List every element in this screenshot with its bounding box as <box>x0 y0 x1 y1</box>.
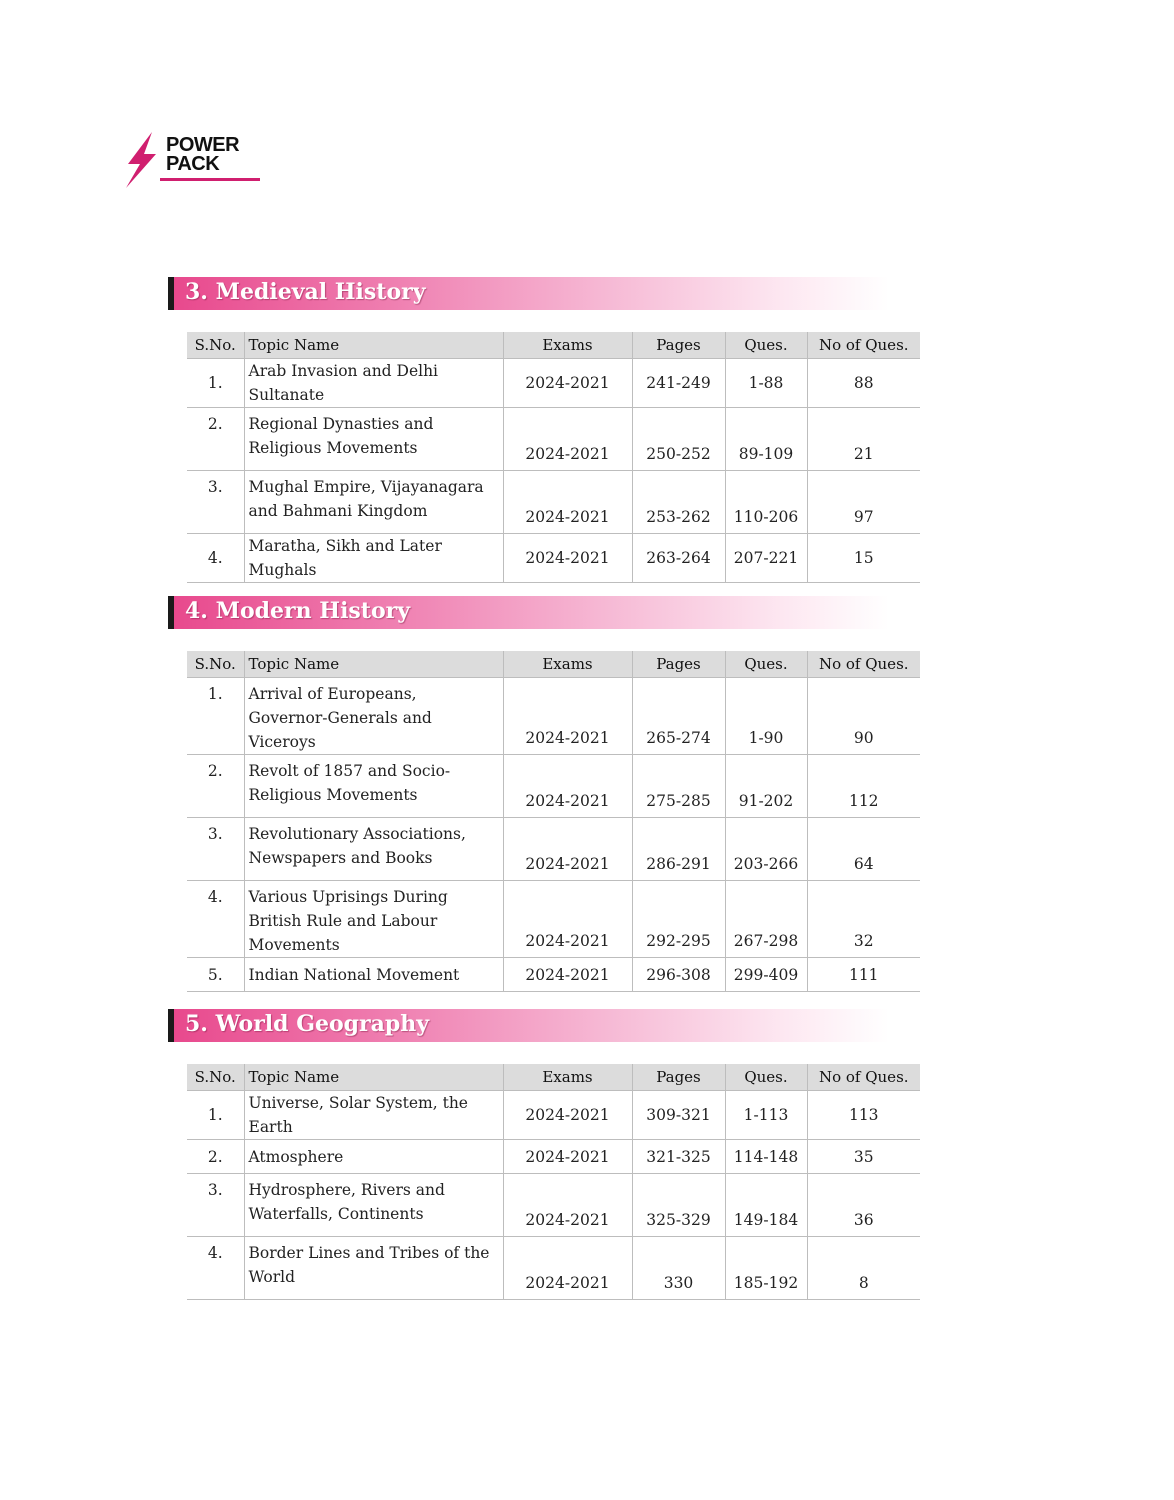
cell-exams: 2024-2021 <box>503 534 632 583</box>
cell-sno: 1. <box>187 1091 244 1140</box>
section-banner <box>168 277 889 310</box>
header-sno: S.No. <box>187 1064 244 1091</box>
cell-ques: 185-192 <box>725 1237 807 1300</box>
logo-line-2: PACK <box>166 153 220 175</box>
cell-ques: 203-266 <box>725 818 807 881</box>
table-header-row <box>187 651 920 678</box>
cell-exams: 2024-2021 <box>503 818 632 881</box>
section-title: 3. Medieval History <box>185 279 426 305</box>
table-row <box>187 958 920 992</box>
cell-topic: Mughal Empire, Vijayanagara and Bahmani Kingdom <box>244 471 503 534</box>
cell-pages: 321-325 <box>632 1140 725 1174</box>
cell-exams: 2024-2021 <box>503 1237 632 1300</box>
cell-topic: Indian National Movement <box>244 958 503 992</box>
cell-ques: 1-90 <box>725 678 807 755</box>
cell-ques: 110-206 <box>725 471 807 534</box>
cell-pages: 330 <box>632 1237 725 1300</box>
header-exams: Exams <box>503 1064 632 1091</box>
header-pages: Pages <box>632 1064 725 1091</box>
table-header-row <box>187 332 920 359</box>
cell-exams: 2024-2021 <box>503 359 632 408</box>
table-row <box>187 1237 920 1300</box>
header-exams: Exams <box>503 332 632 359</box>
logo-line-1: POWER <box>166 134 240 156</box>
cell-exams: 2024-2021 <box>503 881 632 958</box>
section-banner <box>168 1009 889 1042</box>
logo-underline <box>160 178 260 181</box>
section-world-geography <box>168 1009 928 1300</box>
cell-topic: Various Uprisings During British Rule and Labour Movements <box>244 881 503 958</box>
cell-no-of-ques: 113 <box>807 1091 920 1140</box>
cell-pages: 275-285 <box>632 755 725 818</box>
cell-pages: 325-329 <box>632 1174 725 1237</box>
header-ques: Ques. <box>725 332 807 359</box>
cell-sno: 5. <box>187 958 244 992</box>
cell-sno: 4. <box>187 534 244 583</box>
logo-text <box>166 136 239 174</box>
cell-no-of-ques: 64 <box>807 818 920 881</box>
table-row <box>187 359 920 408</box>
cell-exams: 2024-2021 <box>503 1174 632 1237</box>
table-row <box>187 755 920 818</box>
cell-sno: 1. <box>187 678 244 755</box>
table-row <box>187 1140 920 1174</box>
header-ques: Ques. <box>725 651 807 678</box>
cell-pages: 296-308 <box>632 958 725 992</box>
cell-ques: 207-221 <box>725 534 807 583</box>
cell-sno: 2. <box>187 1140 244 1174</box>
cell-pages: 241-249 <box>632 359 725 408</box>
cell-no-of-ques: 21 <box>807 408 920 471</box>
cell-no-of-ques: 88 <box>807 359 920 408</box>
table-row <box>187 1091 920 1140</box>
cell-ques: 1-113 <box>725 1091 807 1140</box>
table-row <box>187 408 920 471</box>
header-sno: S.No. <box>187 332 244 359</box>
cell-topic: Arrival of Europeans, Governor-Generals and Viceroys <box>244 678 503 755</box>
cell-ques: 89-109 <box>725 408 807 471</box>
cell-no-of-ques: 35 <box>807 1140 920 1174</box>
header-topic: Topic Name <box>244 651 503 678</box>
cell-sno: 4. <box>187 881 244 958</box>
section-modern-history <box>168 596 928 992</box>
cell-no-of-ques: 15 <box>807 534 920 583</box>
cell-exams: 2024-2021 <box>503 958 632 992</box>
cell-exams: 2024-2021 <box>503 408 632 471</box>
cell-exams: 2024-2021 <box>503 1140 632 1174</box>
header-no-of-ques: No of Ques. <box>807 332 920 359</box>
power-pack-logo <box>122 130 262 190</box>
section-medieval-history <box>168 277 928 583</box>
cell-no-of-ques: 8 <box>807 1237 920 1300</box>
cell-topic: Regional Dynasties and Religious Movements <box>244 408 503 471</box>
table-row <box>187 1174 920 1237</box>
cell-sno: 4. <box>187 1237 244 1300</box>
topics-table <box>187 332 920 583</box>
header-sno: S.No. <box>187 651 244 678</box>
cell-pages: 253-262 <box>632 471 725 534</box>
table-header-row <box>187 1064 920 1091</box>
header-pages: Pages <box>632 651 725 678</box>
cell-pages: 265-274 <box>632 678 725 755</box>
cell-exams: 2024-2021 <box>503 678 632 755</box>
cell-ques: 149-184 <box>725 1174 807 1237</box>
cell-no-of-ques: 112 <box>807 755 920 818</box>
cell-pages: 309-321 <box>632 1091 725 1140</box>
cell-topic: Arab Invasion and Delhi Sultanate <box>244 359 503 408</box>
cell-no-of-ques: 90 <box>807 678 920 755</box>
cell-no-of-ques: 36 <box>807 1174 920 1237</box>
header-exams: Exams <box>503 651 632 678</box>
cell-exams: 2024-2021 <box>503 755 632 818</box>
cell-ques: 114-148 <box>725 1140 807 1174</box>
cell-exams: 2024-2021 <box>503 1091 632 1140</box>
lightning-bolt-icon <box>122 130 162 190</box>
cell-no-of-ques: 97 <box>807 471 920 534</box>
cell-sno: 2. <box>187 755 244 818</box>
section-title: 5. World Geography <box>185 1011 430 1037</box>
cell-no-of-ques: 111 <box>807 958 920 992</box>
cell-pages: 250-252 <box>632 408 725 471</box>
header-topic: Topic Name <box>244 332 503 359</box>
cell-pages: 263-264 <box>632 534 725 583</box>
table-row <box>187 534 920 583</box>
cell-pages: 292-295 <box>632 881 725 958</box>
cell-topic: Atmosphere <box>244 1140 503 1174</box>
cell-topic: Universe, Solar System, the Earth <box>244 1091 503 1140</box>
cell-pages: 286-291 <box>632 818 725 881</box>
cell-topic: Border Lines and Tribes of the World <box>244 1237 503 1300</box>
cell-exams: 2024-2021 <box>503 471 632 534</box>
cell-ques: 267-298 <box>725 881 807 958</box>
cell-sno: 3. <box>187 1174 244 1237</box>
header-no-of-ques: No of Ques. <box>807 1064 920 1091</box>
table-row <box>187 678 920 755</box>
cell-sno: 3. <box>187 818 244 881</box>
topics-table <box>187 651 920 992</box>
topics-table <box>187 1064 920 1300</box>
cell-topic: Revolt of 1857 and Socio-Religious Movements <box>244 755 503 818</box>
cell-ques: 91-202 <box>725 755 807 818</box>
cell-topic: Hydrosphere, Rivers and Waterfalls, Continents <box>244 1174 503 1237</box>
section-banner <box>168 596 889 629</box>
header-no-of-ques: No of Ques. <box>807 651 920 678</box>
cell-ques: 1-88 <box>725 359 807 408</box>
table-row <box>187 818 920 881</box>
table-row <box>187 471 920 534</box>
cell-ques: 299-409 <box>725 958 807 992</box>
header-pages: Pages <box>632 332 725 359</box>
table-row <box>187 881 920 958</box>
cell-sno: 3. <box>187 471 244 534</box>
cell-sno: 1. <box>187 359 244 408</box>
cell-sno: 2. <box>187 408 244 471</box>
header-ques: Ques. <box>725 1064 807 1091</box>
cell-topic: Revolutionary Associations, Newspapers and Books <box>244 818 503 881</box>
header-topic: Topic Name <box>244 1064 503 1091</box>
cell-no-of-ques: 32 <box>807 881 920 958</box>
section-title: 4. Modern History <box>185 598 411 624</box>
cell-topic: Maratha, Sikh and Later Mughals <box>244 534 503 583</box>
